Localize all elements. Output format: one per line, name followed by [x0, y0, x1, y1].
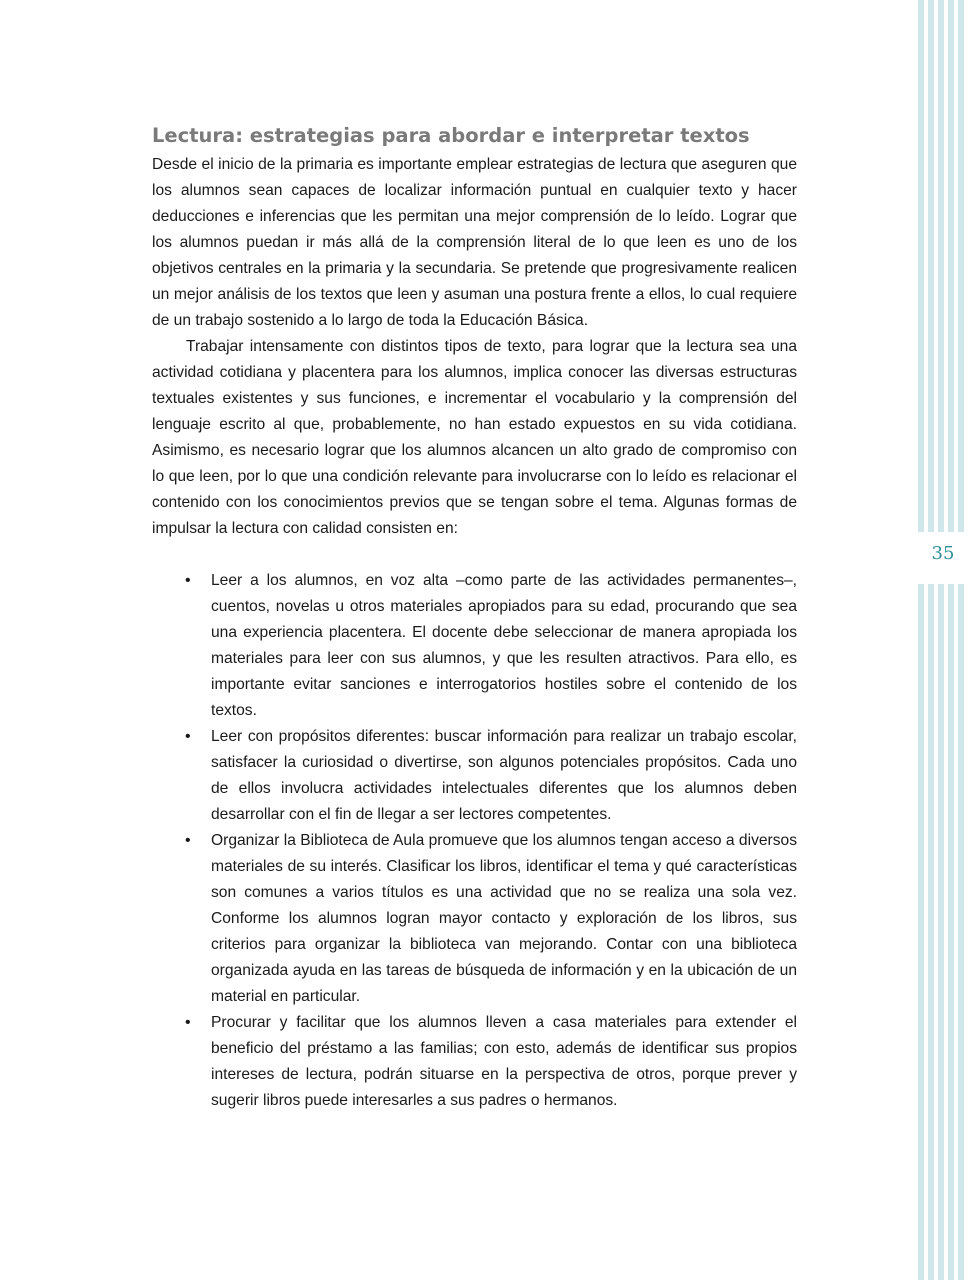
list-item [152, 1010, 797, 1114]
bullet-icon: • [185, 728, 191, 745]
section-title: Lectura: estrategias para abordar e interpretar textos [152, 124, 750, 147]
margin-stripes-bottom [914, 584, 972, 1280]
paragraph-intro: Desde el inicio de la primaria es importante emplear estrategias de lectura que aseguren que los alumnos sean capaces de localizar información puntual en cualquier texto y hacer deducciones e inferencias que les permitan una mejor comprensión de lo leído. Lograr que los alumnos puedan ir más allá de la comprensión literal de lo que leen es uno de los objetivos centrales en la primaria y la secundaria. Se pretende que progresivamente realicen un mejor análisis de los textos que leen y asuman una postura frente a ellos, lo cual requiere de un trabajo sostenido a lo largo de toda la Educación Básica. [152, 156, 797, 329]
bullet-icon: • [185, 572, 191, 589]
page-number: 35 [931, 543, 955, 564]
list-item-text: Procurar y facilitar que los alumnos lleven a casa materiales para extender el beneficio del préstamo a las familias; con esto, además de identificar sus propios intereses de lectura, podrán situarse en la perspectiva de otros, porque prever y sugerir libros puede interesarles a sus padres o hermanos. [211, 1014, 797, 1109]
bullet-icon: • [185, 1014, 191, 1031]
list-item [152, 724, 797, 828]
list-item [152, 828, 797, 1010]
margin-stripes-top [914, 0, 972, 532]
list-item-text: Leer a los alumnos, en voz alta –como parte de las actividades permanentes–, cuentos, novelas u otros materiales apropiados para su edad, procurando que sea una experiencia placentera. El docente debe seleccionar de manera apropiada los materiales para leer con sus alumnos, y que les resulten atractivos. Para ello, es importante evitar sanciones e interrogatorios hostiles sobre el contenido de los textos. [211, 572, 797, 719]
bullet-icon: • [185, 832, 191, 849]
document-body [152, 122, 797, 1114]
list-item-text: Leer con propósitos diferentes: buscar información para realizar un trabajo escolar, satisfacer la curiosidad o divertirse, son algunos potenciales propósitos. Cada uno de ellos involucra actividades intelectuales diferentes que los alumnos deben desarrollar con el fin de llegar a ser lectores competentes. [211, 728, 797, 823]
list-item-text: Organizar la Biblioteca de Aula promueve que los alumnos tengan acceso a diversos materiales de su interés. Clasificar los libros, identificar el tema y qué características son comunes a varios títulos es una actividad que no se realiza una sola vez. Conforme los alumnos logran mayor contacto y exploración de los libros, sus criterios para organizar la biblioteca van mejorando. Contar con una biblioteca organizada ayuda en las tareas de búsqueda de información y en la ubicación de un material en particular. [211, 832, 797, 1005]
paragraph-second: Trabajar intensamente con distintos tipos de texto, para lograr que la lectura sea una actividad cotidiana y placentera para los alumnos, implica conocer las diversas estructuras textuales existentes y sus funciones, e incrementar el vocabulario y la comprensión del lenguaje escrito al que, probablemente, no han estado expuestos en su vida cotidiana. Asimismo, es necesario lograr que los alumnos alcancen un alto grado de compromiso con lo que leen, por lo que una condición relevante para involucrarse con lo leído es relacionar el contenido con los conocimientos previos que se tengan sobre el tema. Algunas formas de impulsar la lectura con calidad consisten en: [152, 338, 797, 537]
margin-decoration [914, 0, 972, 1280]
strategy-list [152, 568, 797, 1114]
list-item [152, 568, 797, 724]
